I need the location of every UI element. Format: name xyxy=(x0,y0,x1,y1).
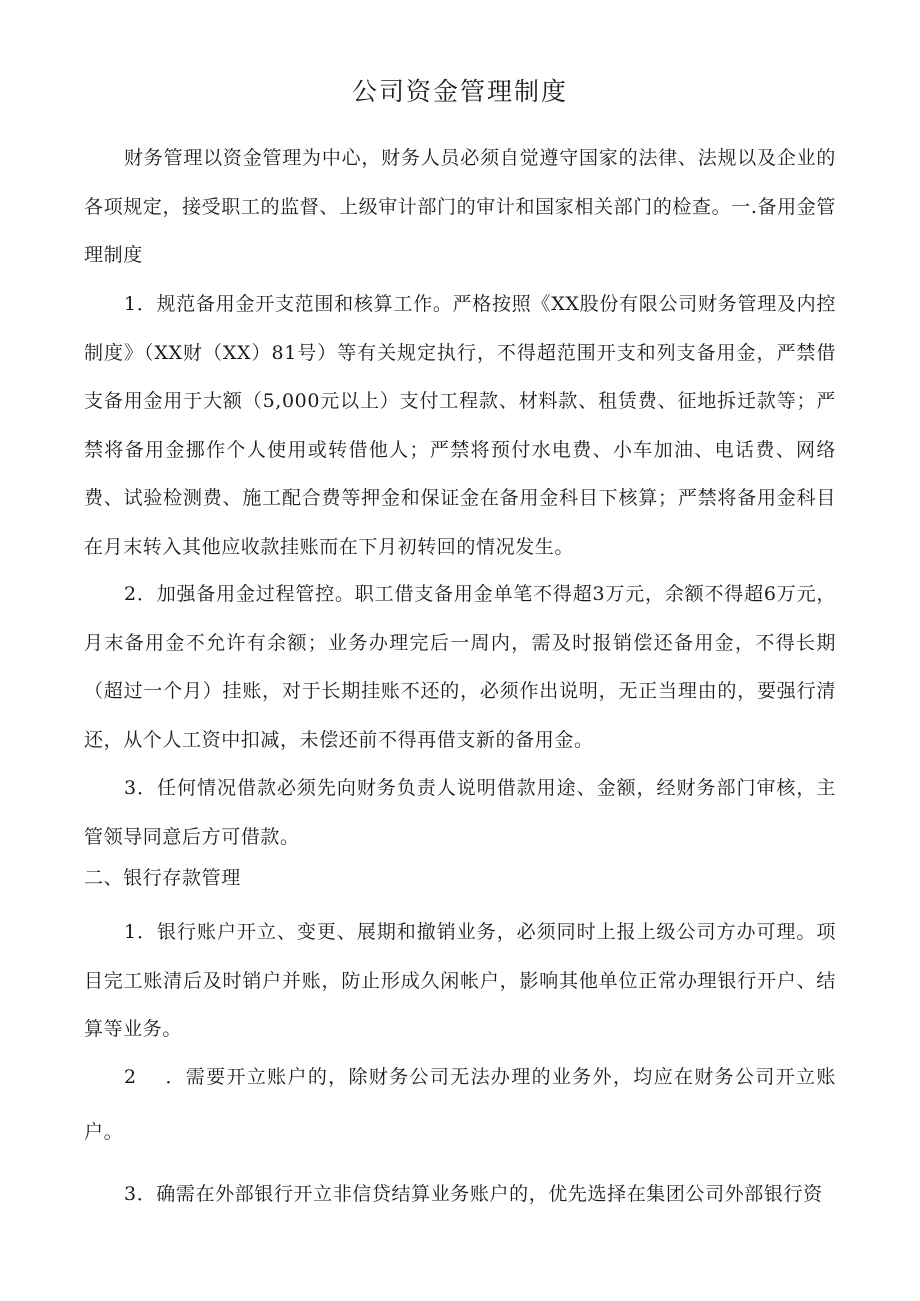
section2-item-2 xyxy=(84,1050,836,1160)
section2-item-1: 1．银行账户开立、变更、展期和撤销业务，必须同时上报上级公司方办可理。项目完工账清后及时销户并账，防止形成久闲帐户，影响其他单位正常办理银行开户、结算等业务。 xyxy=(84,921,836,1040)
section2-item-2-number: 2 xyxy=(124,1066,137,1088)
section2-item-2-text: ．需要开立账户的，除财务公司无法办理的业务外，均应在财务公司开立账户。 xyxy=(84,1066,836,1143)
section2-heading: 二、银行存款管理 xyxy=(84,867,241,889)
section1-item-3: 3．任何情况借款必须先向财务负责人说明借款用途、金额，经财务部门审核，主管领导同意后方可借款。 xyxy=(84,777,836,848)
section1-item-2: 2．加强备用金过程管控。职工借支备用金单笔不得超3万元，余额不得超6万元，月末备用金不允许有余额；业务办理完后一周内，需及时报销偿还备用金，不得长期（超过一个月）挂账，对于长期挂账不还的，必须作出说明，无正当理由的，要强行清还，从个人工资中扣减，未偿还前不得再借支新的备用金。 xyxy=(84,583,836,751)
intro-paragraph: 财务管理以资金管理为中心，财务人员必须自觉遵守国家的法律、法规以及企业的各项规定，接受职工的监督、上级审计部门的审计和国家相关部门的检查。一.备用金管理制度 xyxy=(84,147,836,266)
section2-item-3: 3．确需在外部银行开立非信贷结算业务账户的，优先选择在集团公司外部银行资 xyxy=(124,1183,823,1205)
document-title: 公司资金管理制度 xyxy=(351,77,568,106)
section1-item-1: 1．规范备用金开支范围和核算工作。严格按照《XX股份有限公司财务管理及内控制度》（XX财（XX）81号）等有关规定执行，不得超范围开支和列支备用金，严禁借支备用金用于大额（5,000元以上）支付工程款、材料款、租赁费、征地拆迁款等；严禁将备用金挪作个人使用或转借他人；严禁将预付水电费、小车加油、电话费、网络费、试验检测费、施工配合费等押金和保证金在备用金科目下核算；严禁将备用金科目在月末转入其他应收款挂账而在下月初转回的情况发生。 xyxy=(84,293,836,558)
